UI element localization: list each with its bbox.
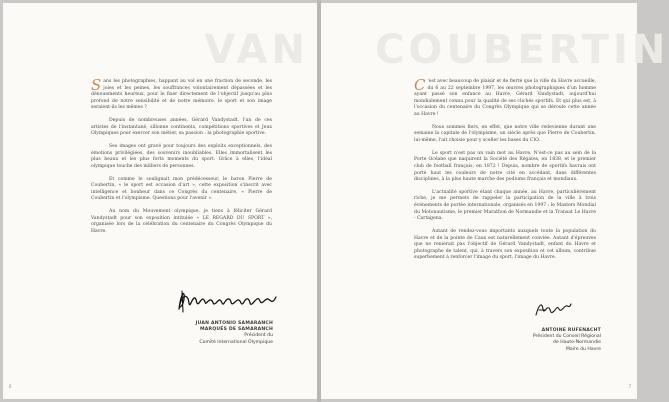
left-ghost-heading: VAN [204, 27, 309, 73]
left-paragraph-2: Depuis de nombreuses années, Gérard Vandystadt, l'un de ces artistes de l'instantané, sillonne continents, compétitions sportives et Jeux Olympiques pour exercer son métier, sa passion : la photographie sportive. [91, 118, 272, 137]
right-signatory-block [451, 328, 601, 353]
left-signatory-name-2: MARQUÉS DE SAMARANCH [199, 327, 273, 333]
right-dropcap: C [414, 76, 426, 94]
left-signatory-block [123, 321, 273, 346]
rufenacht-signature [533, 300, 573, 318]
left-page-number: 6 [9, 384, 12, 389]
right-paragraph-4: L'actualité sportive étant chaque année, au Havre, particulièrement riche, je me permets de rappeler la participation de la ville à trois événements de portée internationale, organisés en 1997 : le Masters Mondial du Motonautisme, le premier Marathon de Normandie et la Transat Le Havre - Cartagena. [414, 189, 596, 222]
left-paragraph-5: Au nom du Mouvement olympique, je tiens à féliciter Gérard Vandystadt pour son exposition intitulée « LE REGARD DU SPORT », organisée lors de la célébration du centenaire du Congrès Olympique du Havre. [91, 209, 272, 235]
right-paragraph-2: Nous sommes fiers, en effet, que notre ville redevienne durant une semaine la capitale de l'olympisme, un siècle après que Pierre de Coubertin, lui-même, l'ait choisie pour y sceller les bases du CIO. [414, 124, 596, 143]
samaranch-signature [173, 285, 281, 315]
left-signatory-title-1: Président du [244, 333, 273, 339]
left-paragraph-4: Et comme le soulignait mon prédécesseur, le baron Pierre de Coubertin, « le sport est occasion d'art », cette exposition s'inscrit avec intelligence et bonheur dans ce Congrès du centenaire, « Pierre de Coubertin et l'olympisme. Questions pour l'avenir ». [91, 176, 272, 202]
right-paragraph-5: Autant de rendez-vous importants auxquels toute la population du Havre et de la pointe de Caux est naturellement conviée. Autant d'épreuves que ne renierait pas l'objectif de Gérard Vandystadt, enfant du Havre et photographe de talent, qui, à travers son exposition et cet album, contribue superbement à renforcer l'image du sport, l'image du Havre. [414, 229, 596, 261]
right-signatory-name: ANTOINE RUFENACHT [541, 328, 601, 333]
left-paragraph-3: Ses images ont gravé pour toujours des exploits exceptionnels, des émotions privilégiées, des souvenirs inoubliables. Elles immortalisent les plus beaux et les plus forts moments du sport. Grâce à elles, l'idéal olympique touche des milliers de personnes. [91, 144, 272, 169]
right-signatory-title-3: Maire du Havre [565, 346, 601, 352]
right-page [321, 3, 669, 399]
left-page [3, 3, 317, 399]
right-signatory-title-1: Président du Conseil Régional [532, 334, 601, 340]
left-signatory-title-2: Comité International Olympique [199, 339, 273, 345]
left-body-text [91, 76, 272, 242]
right-body-text [414, 76, 596, 268]
left-paragraph-1: Sans les photographies, happant au vol en une fraction de seconde, les joies et les peines, les souffrances volontairement dépassées et les dénouements heureux, pour le fixer directement de l'objectif jusqu'au plus profond de notre sensibilité et de notre mémoire, le sport et son image seraient-ils les mêmes ? [91, 76, 272, 111]
left-signatory-name-1: JUAN ANTONIO SAMARANCH [195, 321, 273, 326]
left-dropcap: S [91, 76, 102, 94]
right-paragraph-3: Le sport n'est pas un vain mot au Havre. N'est-ce pas au sein de la Porte Océane que naquirent la Société des Régates, en 1838, et le premier club de football français, en 1872 ! Depuis, nombre de sportifs havrais ont porté haut les couleurs de notre cité en accédant, dans différentes disciplines, à la plus haute marche des podiums français et mondiaux. [414, 150, 596, 183]
right-paragraph-1: C 'est avec beaucoup de plaisir et de fierté que la ville du Havre accueille, du 6 au 22 septembre 1997, les œuvres photographiques d'un homme ayant passé son enfance au Havre, Gérard Vandystadt, aujourd'hui mondialement connu pour la qualité de ses clichés sportifs. Et qui plus est, à l'occasion du centenaire du Congrès Olympique qui se déroule cette année au Havre ! [414, 76, 596, 117]
right-signatory-title-2: de Haute-Normandie [553, 340, 601, 346]
right-ghost-heading: COUBERTIN [375, 27, 669, 73]
right-page-number: 7 [628, 384, 631, 389]
